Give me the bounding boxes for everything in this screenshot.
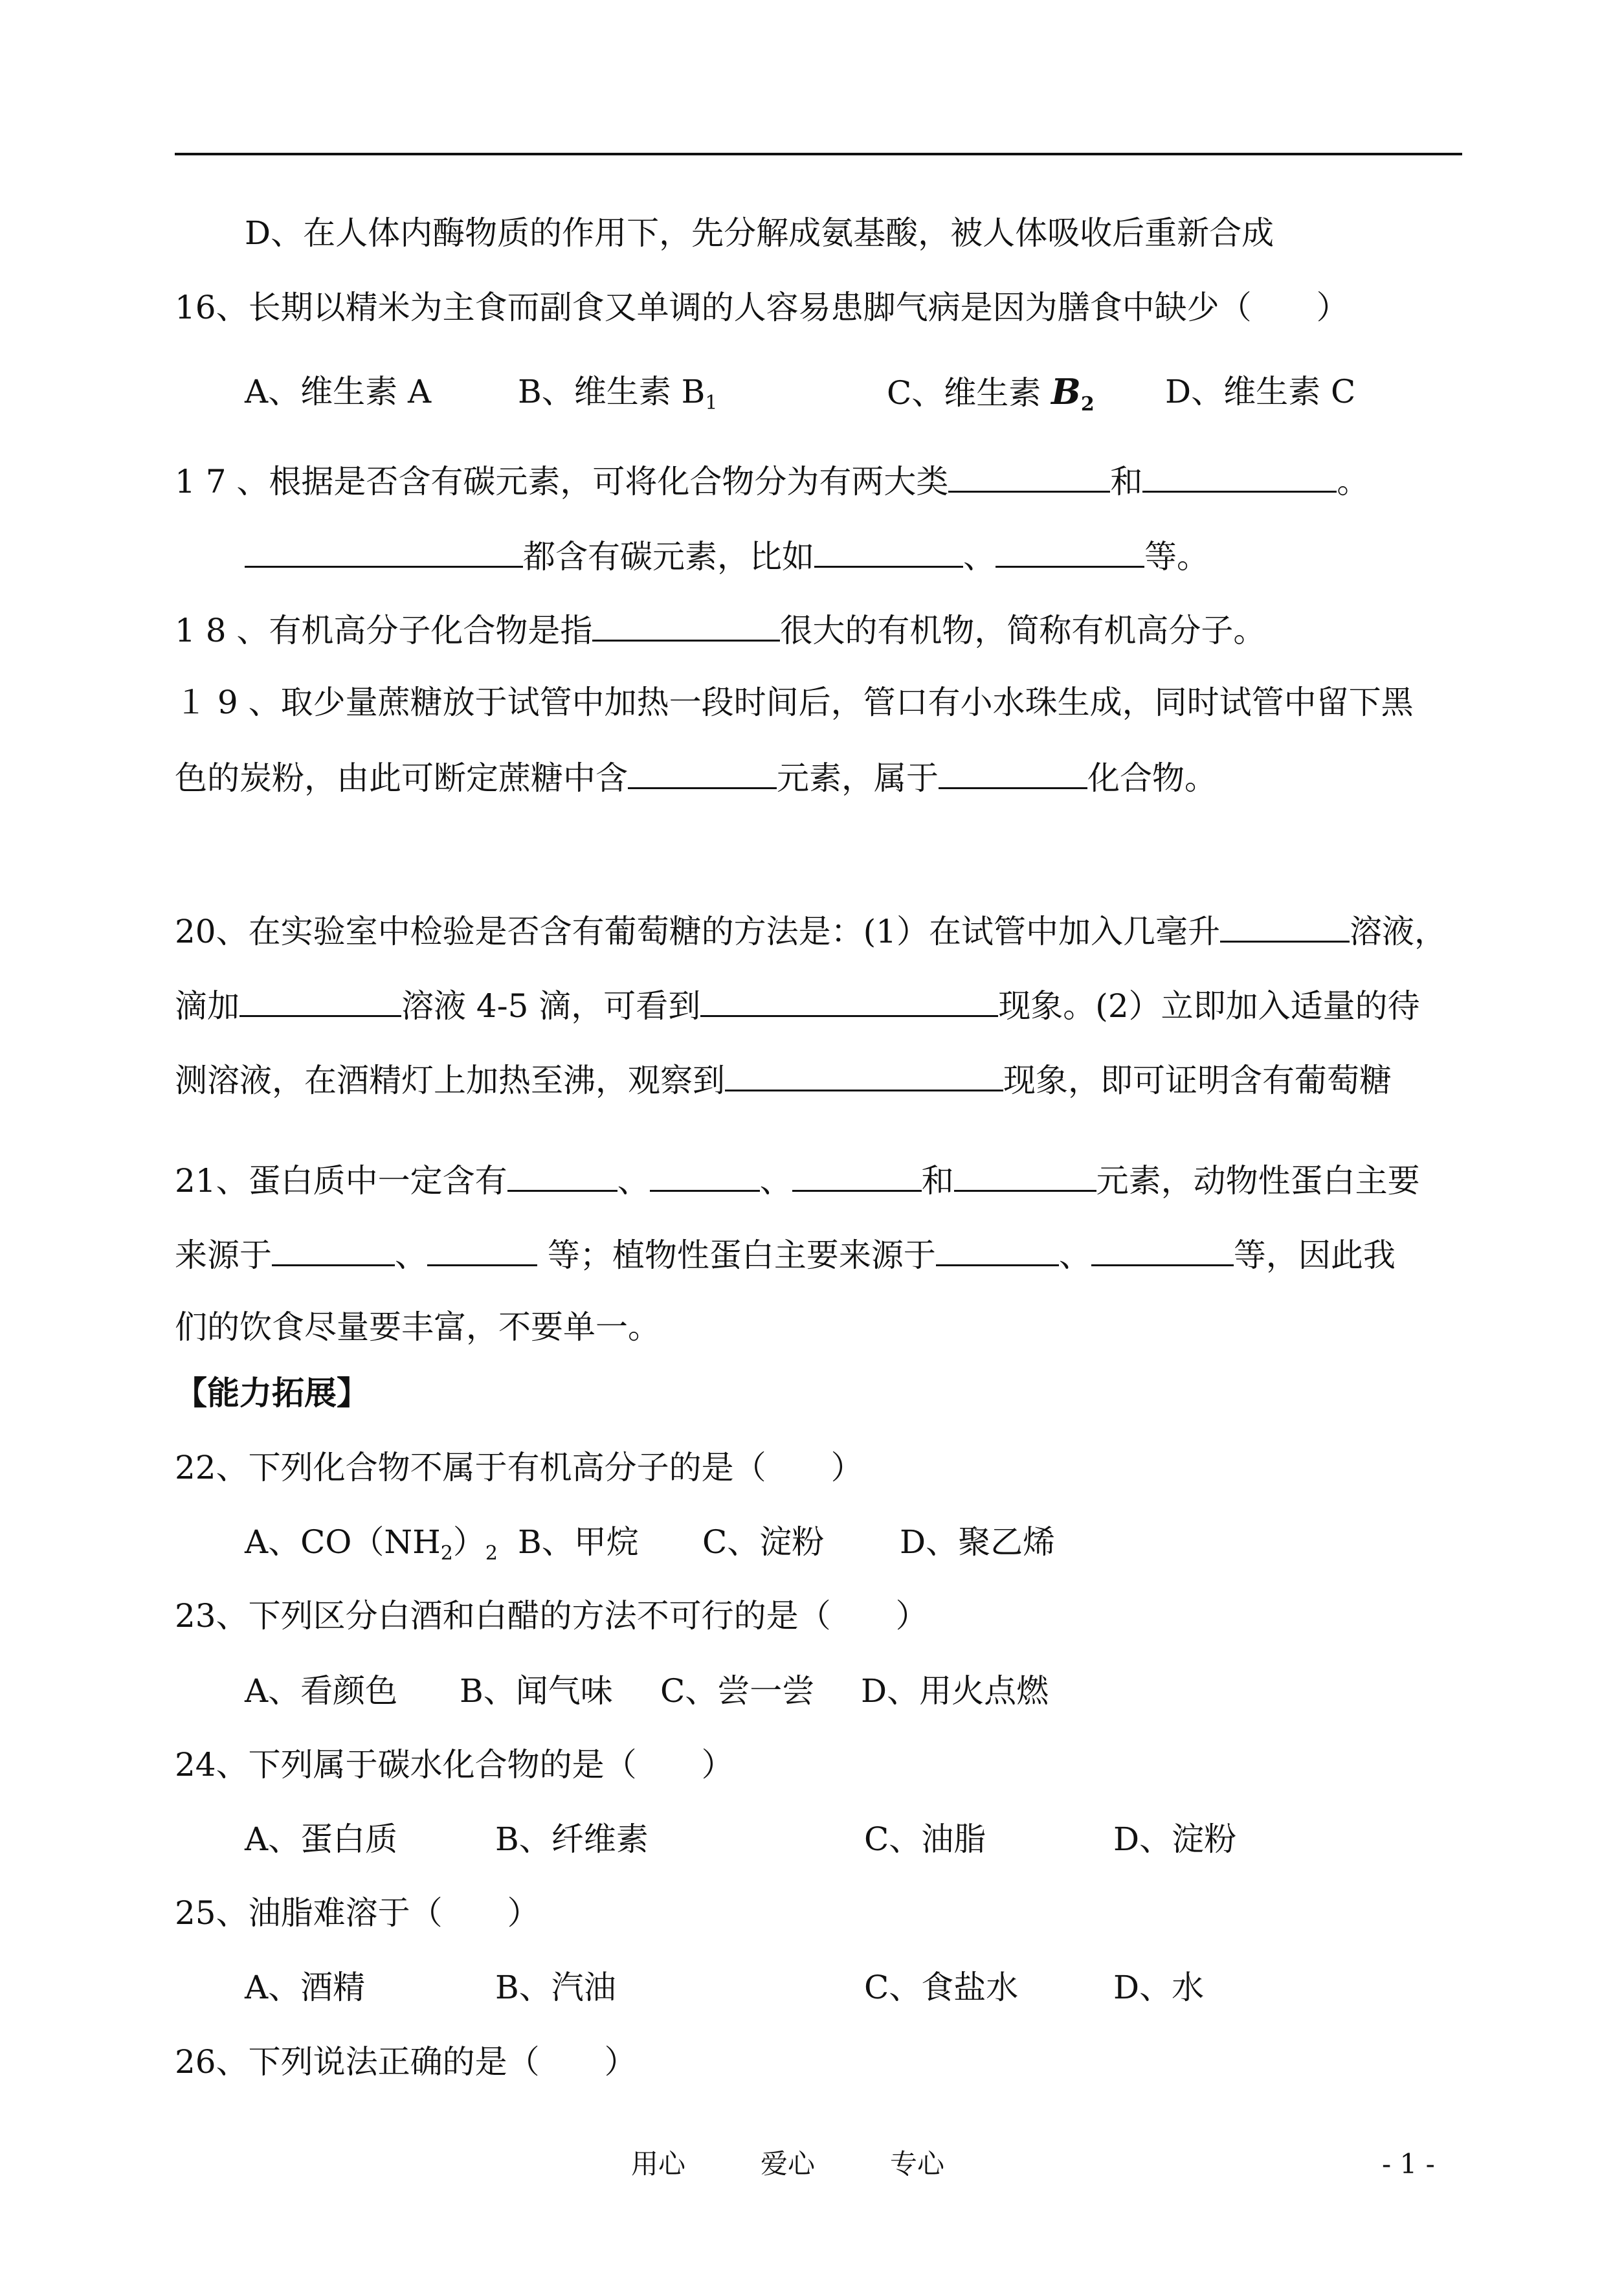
blank <box>427 1233 537 1266</box>
blank <box>792 1159 922 1192</box>
q16-stem: 16、长期以精米为主食而副食又单调的人容易患脚气病是因为膳食中缺少（ ） <box>175 289 1349 326</box>
q16-option-a: A、维生素 A <box>245 373 432 410</box>
q24-stem: 24、下列属于碳水化合物的是（ ） <box>175 1746 734 1784</box>
blank <box>814 535 963 568</box>
q24-options <box>0 1820 1624 1859</box>
q21-line3: 们的饮食尽量要丰富，不要单一。 <box>175 1308 660 1346</box>
q22-options <box>0 1523 1624 1565</box>
q24-option-c: C、油脂 <box>864 1820 986 1858</box>
blank <box>954 1159 1096 1192</box>
blank <box>700 984 998 1017</box>
q16-options <box>0 371 1624 416</box>
q23-option-b: B、闻气味 <box>460 1672 613 1710</box>
q26-stem: 26、下列说法正确的是（ ） <box>175 2043 637 2081</box>
q16-option-d: D、维生素 C <box>1165 373 1356 410</box>
blank <box>1142 460 1337 493</box>
q22-option-d: D、聚乙烯 <box>900 1523 1056 1561</box>
q21-line2: 来源于 、 等；植物性蛋白主要来源于 、 等，因此我 <box>175 1233 1396 1275</box>
q23-option-d: D、用火点燃 <box>861 1672 1049 1710</box>
q20-line3: 测溶液，在酒精灯上加热至沸，观察到 现象，即可证明含有葡萄糖 <box>175 1058 1392 1100</box>
blank <box>592 609 780 642</box>
footer-word-2: 爱心 <box>761 2148 816 2180</box>
blank <box>936 1233 1059 1266</box>
q19-line2: 色的炭粉，由此可断定蔗糖中含 元素，属于 化合物。 <box>175 756 1217 798</box>
q17-line1: 1 7 、根据是否含有碳元素，可将化合物分为有两大类 和 。 <box>175 460 1369 501</box>
q24-option-a: A、蛋白质 <box>245 1820 398 1858</box>
blank <box>507 1159 617 1192</box>
q20-line2: 滴加 溶液 4-5 滴，可看到 现象。(2）立即加入适量的待 <box>175 984 1420 1025</box>
q23-option-c: C、尝一尝 <box>660 1672 815 1710</box>
q21-line1: 21、蛋白质中一定含有 、 、 和 元素，动物性蛋白主要 <box>175 1159 1420 1200</box>
q23-stem: 23、下列区分白酒和白醋的方法不可行的是（ ） <box>175 1597 928 1635</box>
q16-option-c: C、维生素 $B_2$ <box>887 371 1095 416</box>
blank <box>725 1058 1003 1091</box>
q22-option-c: C、淀粉 <box>702 1523 825 1561</box>
q22-stem: 22、下列化合物不属于有机高分子的是（ ） <box>175 1449 863 1486</box>
q25-option-a: A、酒精 <box>245 1969 366 2006</box>
q25-options <box>0 1968 1624 2007</box>
blank <box>948 460 1110 493</box>
q20-line1: 20、在实验室中检验是否含有葡萄糖的方法是：(1）在试管中加入几毫升 溶液， <box>175 910 1447 951</box>
q25-option-c: C、食盐水 <box>864 1969 1019 2006</box>
q25-option-d: D、水 <box>1113 1969 1205 2006</box>
blank <box>239 984 401 1017</box>
q23-option-a: A、看颜色 <box>245 1672 398 1710</box>
blank <box>996 535 1144 568</box>
blank <box>245 535 523 568</box>
footer-word-1: 用心 <box>631 2148 686 2180</box>
blank <box>272 1233 395 1266</box>
q16-option-b: B、维生素 $B_1$ <box>518 373 718 414</box>
q24-option-d: D、淀粉 <box>1113 1820 1237 1858</box>
q25-stem: 25、油脂难溶于（ ） <box>175 1894 540 1932</box>
blank <box>1091 1233 1234 1266</box>
blank <box>1220 910 1350 943</box>
q22-option-b: B、甲烷 <box>518 1523 639 1561</box>
footer-word-3: 专心 <box>890 2148 945 2180</box>
q15-option-d: D、在人体内酶物质的作用下，先分解成氨基酸，被人体吸收后重新合成 <box>245 214 1274 252</box>
q24-option-b: B、纤维素 <box>495 1820 649 1858</box>
blank <box>650 1159 760 1192</box>
blank <box>939 756 1087 789</box>
section-heading: 【能力拓展】 <box>175 1374 369 1412</box>
q23-options <box>0 1672 1624 1710</box>
header-rule <box>175 153 1462 155</box>
q25-option-b: B、汽油 <box>495 1969 616 2006</box>
q19-line1: １ 9 、取少量蔗糖放于试管中加热一段时间后，管口有小水珠生成，同时试管中留下黑 <box>175 684 1414 721</box>
blank <box>628 756 777 789</box>
page-number: - 1 - <box>1382 2148 1435 2180</box>
q17-line2: 都含有碳元素，比如 、 等。 <box>245 535 1209 576</box>
q22-option-a: A、$CO(NH_2)_2$ <box>245 1523 498 1565</box>
q18: 1 8 、有机高分子化合物是指 很大的有机物，简称有机高分子。 <box>175 609 1265 650</box>
